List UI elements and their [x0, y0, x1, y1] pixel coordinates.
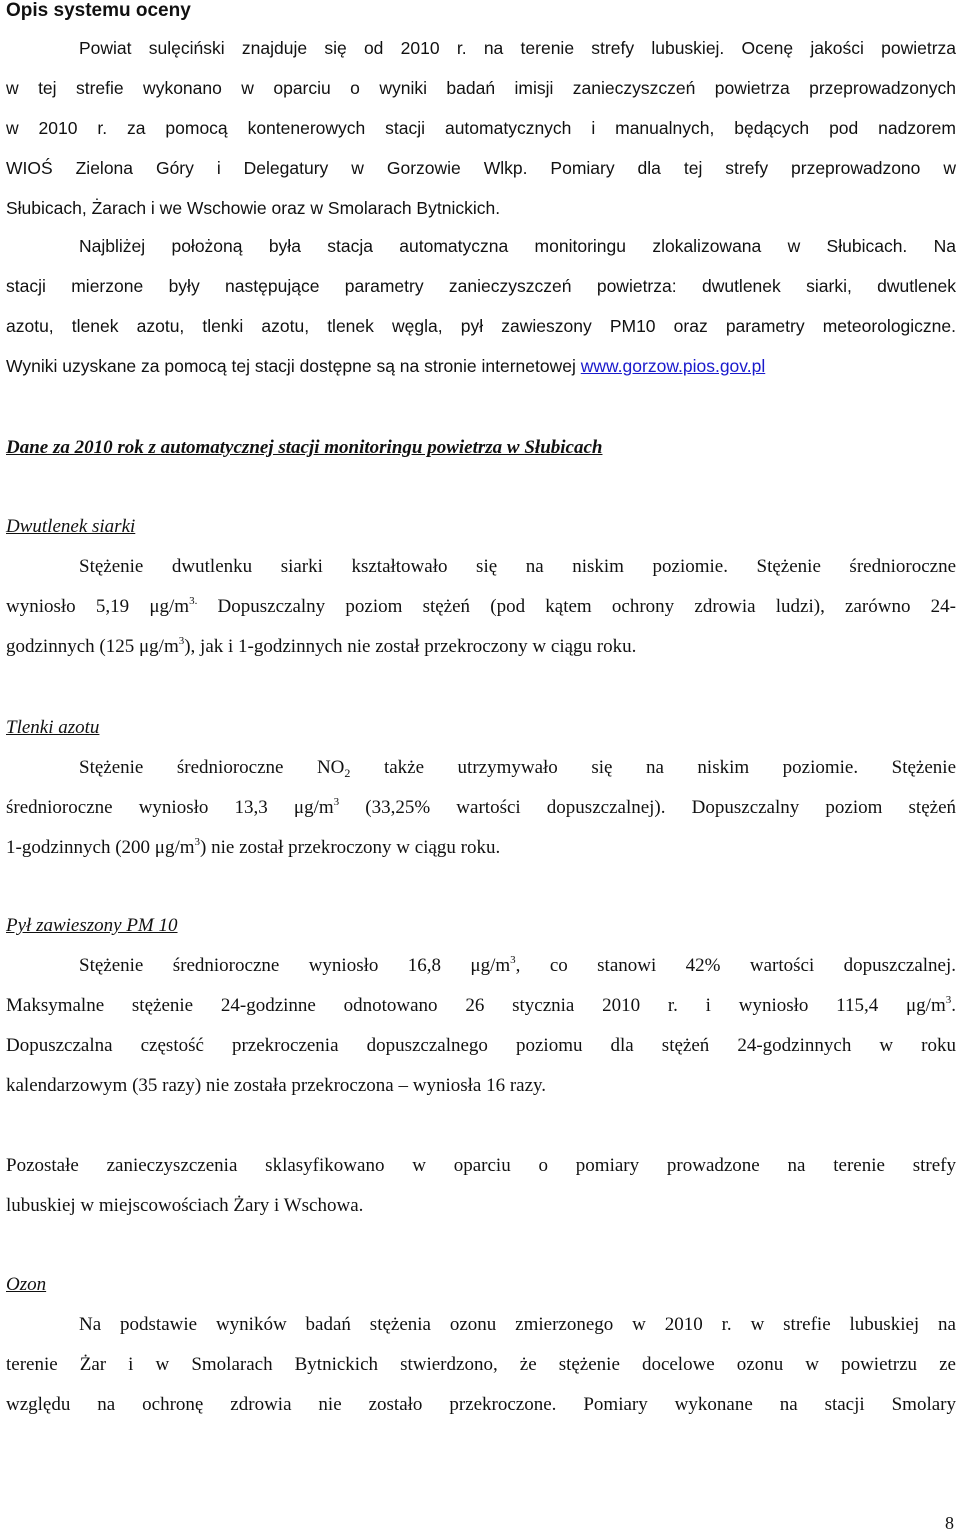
so2-line-3 [6, 627, 956, 667]
other-line-1: Pozostałe zanieczyszczenia sklasyfikowano w oparciu o pomiary prowadzone na terenie strefy [6, 1155, 956, 1176]
pm10-line-2-sup: 3 [945, 994, 952, 1006]
station-website-link[interactable]: www.gorzow.pios.gov.pl [580, 356, 766, 376]
no2-line-1-a: Stężenie średnioroczne NO [79, 757, 345, 778]
no2-line-3-b: ) nie został przekroczony w ciągu roku. [200, 837, 501, 858]
intro-line-1: Powiat sulęciński znajduje się od 2010 r. na terenie strefy lubuskiej. Ocenę jakości powietrza [79, 38, 956, 58]
so2-line-3-b: ), jak i 1-godzinnych nie został przekroczony w ciągu roku. [184, 636, 637, 657]
no2-line-3-a: 1-godzinnych (200 μg/m [6, 837, 195, 858]
station-line-4 [6, 346, 956, 386]
section-title-block [6, 0, 956, 31]
ozone-heading: Ozon [6, 1274, 47, 1295]
so2-line-2 [6, 587, 956, 627]
no2-line-2 [6, 788, 956, 828]
section-title: Opis systemu oceny [6, 0, 191, 21]
data-heading: Dane za 2010 rok z automatycznej stacji monitoringu powietrza w Słubicach [6, 437, 603, 458]
no2-line-1-sub: 2 [344, 766, 351, 780]
no2-line-2-a: średnioroczne wyniosło 13,3 μg/m [6, 797, 334, 818]
no2-line-1-b: także utrzymywało się na niskim poziomie. Stężenie [350, 757, 957, 778]
so2-line-2-sup: 3. [189, 595, 198, 607]
so2-line-3-a: godzinnych (125 μg/m [6, 636, 179, 657]
pm10-line-1 [6, 946, 956, 986]
so2-line-1: Stężenie dwutlenku siarki kształtowało się na niskim poziomie. Stężenie średnioroczne [79, 556, 956, 577]
station-paragraph [6, 226, 956, 386]
no2-line-3 [6, 828, 956, 868]
other-line-2: lubuskiej w miejscowościach Żary i Wschowa. [6, 1195, 364, 1216]
so2-line-2-a: wyniosło 5,19 μg/m [6, 596, 190, 617]
intro-line-3: w 2010 r. za pomocą kontenerowych stacji automatycznych i manualnych, będących pod nadzorem [6, 118, 956, 138]
pm10-line-2 [6, 986, 956, 1026]
station-line-1: Najbliżej położoną była stacja automatyczna monitoringu zlokalizowana w Słubicach. Na [79, 236, 956, 256]
so2-line-3-sup: 3 [178, 635, 185, 647]
intro-line-5: Słubicach, Żarach i we Wschowie oraz w Smolarach Bytnickich. [6, 198, 501, 218]
ozone-line-3: względu na ochronę zdrowia nie zostało przekroczone. Pomiary wykonane na stacji Smolary [6, 1394, 956, 1415]
no2-line-3-sup: 3 [194, 836, 201, 848]
intro-line-4: WIOŚ Zielona Góry i Delegatury w Gorzowie Wlkp. Pomiary dla tej strefy przeprowadzono w [6, 158, 956, 178]
intro-line-2: w tej strefie wykonano w oparciu o wyniki badań imisji zanieczyszczeń powietrza przeprowadzonych [6, 78, 956, 98]
pm10-heading: Pył zawieszony PM 10 [6, 915, 178, 936]
intro-paragraph [6, 28, 956, 228]
pm10-section [6, 906, 956, 1106]
no2-heading: Tlenki azotu [6, 717, 100, 738]
ozone-section [6, 1265, 956, 1425]
no2-line-2-b: (33,25% wartości dopuszczalnej). Dopuszczalny poziom stężeń [339, 797, 956, 818]
other-pollutants-paragraph [6, 1146, 956, 1226]
pm10-line-3: Dopuszczalna częstość przekroczenia dopuszczalnego poziomu dla stężeń 24-godzinnych w roku [6, 1035, 956, 1056]
so2-heading: Dwutlenek siarki [6, 516, 136, 537]
station-line-3: azotu, tlenek azotu, tlenki azotu, tlenek węgla, pył zawieszony PM10 oraz parametry meteorologiczne. [6, 316, 956, 336]
pm10-line-1-a: Stężenie średnioroczne wyniosło 16,8 μg/m [79, 955, 511, 976]
so2-section [6, 507, 956, 667]
station-line-4-text: Wyniki uzyskane za pomocą tej stacji dostępne są na stronie internetowej [6, 356, 581, 376]
pm10-line-1-sup: 3 [510, 954, 516, 966]
no2-line-2-sup: 3 [333, 796, 340, 808]
ozone-line-1: Na podstawie wyników badań stężenia ozonu zmierzonego w 2010 r. w strefie lubuskiej na [79, 1314, 956, 1335]
no2-section [6, 708, 956, 868]
pm10-line-2-b: . [951, 995, 956, 1016]
page-number: 8 [945, 1513, 954, 1533]
so2-line-2-b: Dopuszczalny poziom stężeń (pod kątem ochrony zdrowia ludzi), zarówno 24- [197, 596, 957, 617]
pm10-line-4: kalendarzowym (35 razy) nie została przekroczona – wyniosła 16 razy. [6, 1075, 547, 1096]
data-heading-block [6, 428, 956, 468]
pm10-line-2-a: Maksymalne stężenie 24-godzinne odnotowano 26 stycznia 2010 r. i wyniosło 115,4 μg/m [6, 995, 946, 1016]
pm10-line-1-b: , co stanowi 42% wartości dopuszczalnej. [515, 955, 956, 976]
no2-line-1 [6, 748, 956, 788]
station-line-2: stacji mierzone były następujące parametry zanieczyszczeń powietrza: dwutlenek siarki, dwutlenek [6, 276, 956, 296]
ozone-line-2: terenie Żar i w Smolarach Bytnickich stwierdzono, że stężenie docelowe ozonu w powietrzu ze [6, 1354, 956, 1375]
